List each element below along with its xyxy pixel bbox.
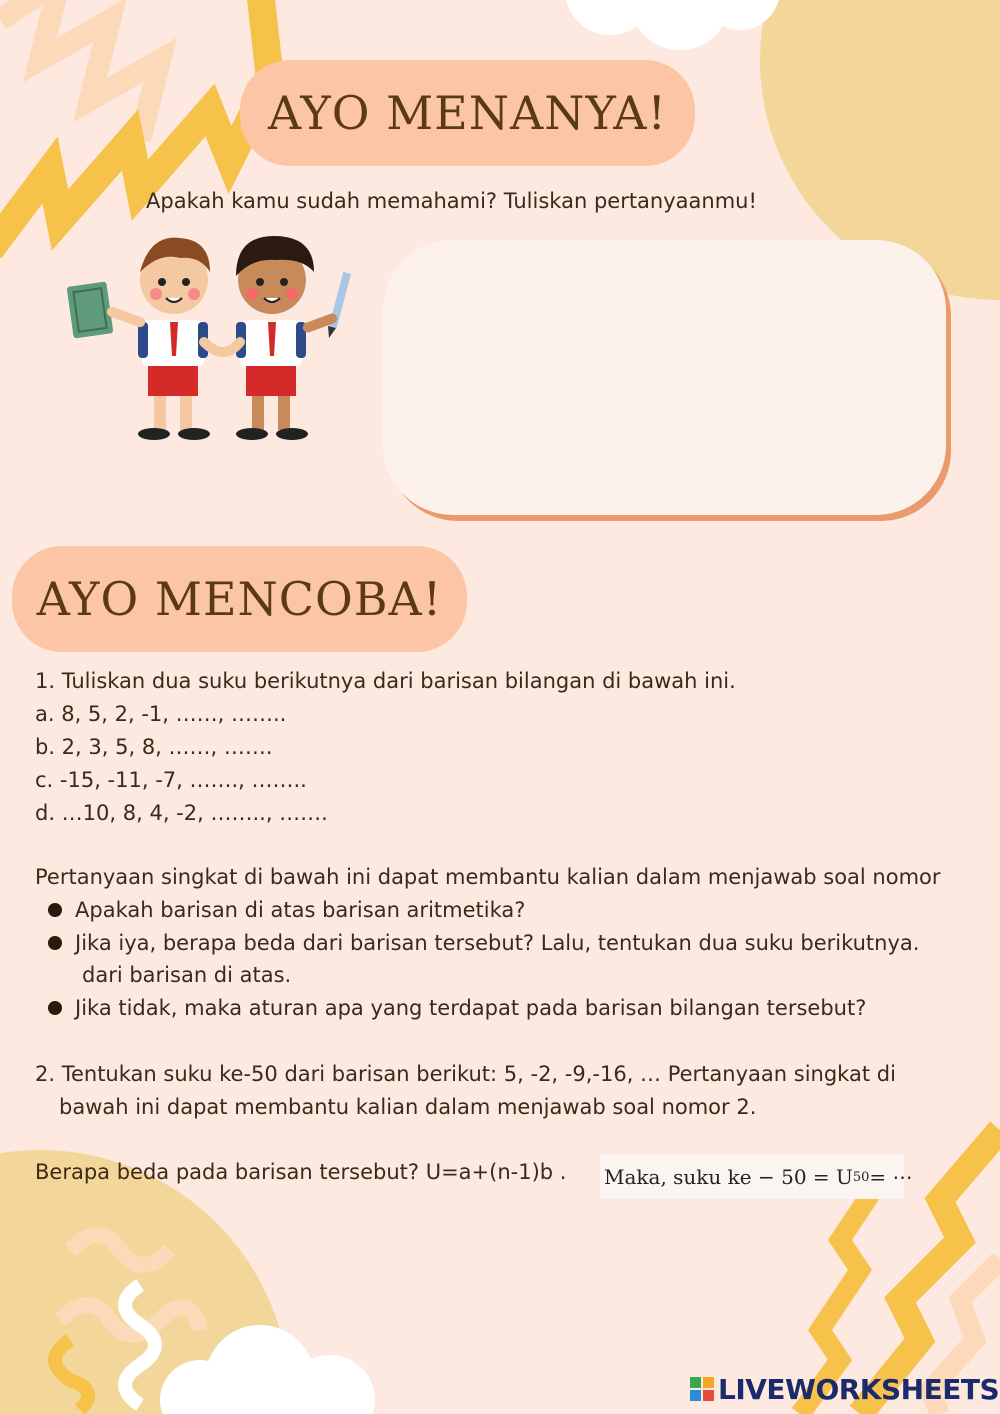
question-1c: c. -15, -11, -7, ……., …….. [35, 768, 307, 792]
book-icon [67, 281, 114, 338]
bullet-icon [48, 903, 62, 917]
question-2: 2. Tentukan suku ke-50 dari barisan berikut: 5, -2, -9,-16, … Pertanyaan singkat di [35, 1062, 896, 1086]
hint-1: Apakah barisan di atas barisan aritmetika? [75, 898, 526, 922]
formula-image [600, 1155, 913, 1199]
formula-subscript: 50 [852, 1169, 870, 1185]
hint-2-continued: dari barisan di atas. [82, 963, 292, 987]
question-answer-box[interactable] [383, 240, 946, 515]
students-illustration [66, 232, 356, 447]
ayo-menanya-title: AYO MENANYA! [268, 86, 667, 140]
bullet-icon [48, 936, 62, 950]
formula-text: Maka, suku ke − 50 = U [604, 1165, 853, 1189]
ayo-mencoba-banner [12, 546, 467, 652]
question-prompt: Apakah kamu sudah memahami? Tuliskan pertanyaanmu! [146, 189, 757, 213]
question-1b: b. 2, 3, 5, 8, ……, ……. [35, 735, 273, 759]
ayo-menanya-banner [240, 60, 695, 166]
liveworksheets-brand[interactable]: LIVEWORKSHEETS [718, 1373, 1000, 1406]
formula-end: = ⋯ [869, 1165, 913, 1189]
bullet-icon [48, 1001, 62, 1015]
question-1a: a. 8, 5, 2, -1, ……, …….. [35, 702, 287, 726]
hint-2: Jika iya, berapa beda dari barisan tersebut? Lalu, tentukan dua suku berikutnya. [75, 931, 920, 955]
pencil-icon [328, 272, 351, 338]
question-1: 1. Tuliskan dua suku berikutnya dari barisan bilangan di bawah ini. [35, 669, 736, 693]
question-1d: d. …10, 8, 4, -2, …….., ……. [35, 801, 328, 825]
liveworksheets-logo-icon [690, 1377, 714, 1401]
question-2-continued: bawah ini dapat membantu kalian dalam menjawab soal nomor 2. [59, 1095, 757, 1119]
hint-3: Jika tidak, maka aturan apa yang terdapat pada barisan bilangan tersebut? [75, 996, 867, 1020]
ayo-mencoba-title: AYO MENCOBA! [36, 572, 443, 626]
hint-intro: Pertanyaan singkat di bawah ini dapat membantu kalian dalam menjawab soal nomor [35, 865, 941, 889]
question-2-hint: Berapa beda pada barisan tersebut? U=a+(n-1)b . [35, 1160, 567, 1184]
